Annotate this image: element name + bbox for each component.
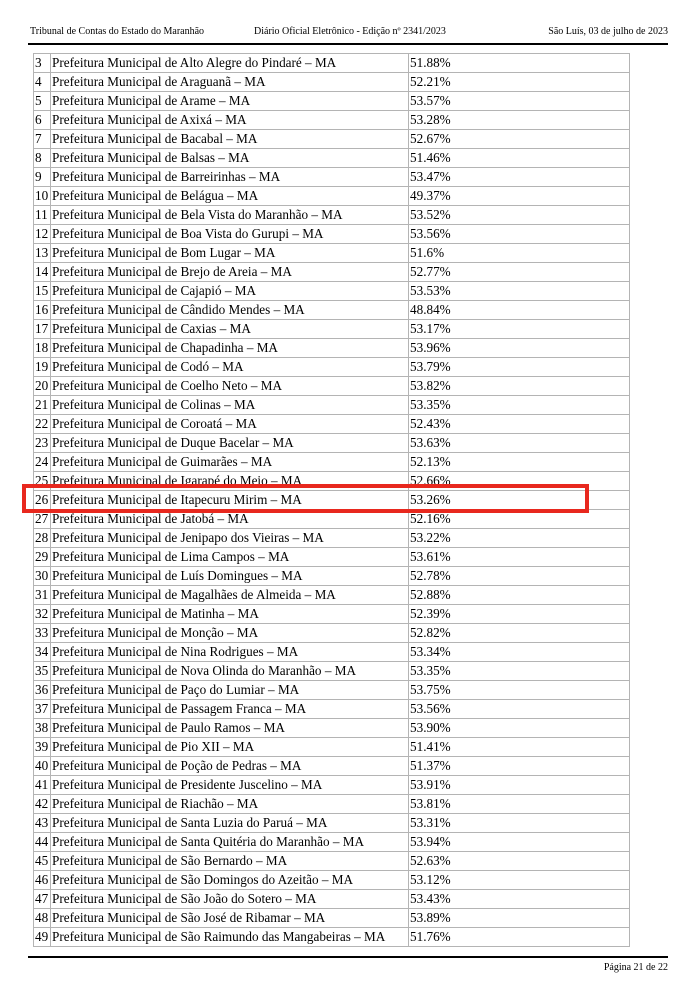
- row-percentage: 53.82%: [409, 377, 630, 396]
- table-row: [34, 377, 630, 396]
- row-municipality: Prefeitura Municipal de Arame – MA: [51, 92, 409, 111]
- row-percentage: 53.35%: [409, 662, 630, 681]
- row-municipality: Prefeitura Municipal de Paço do Lumiar – MA: [51, 681, 409, 700]
- row-percentage: 53.94%: [409, 833, 630, 852]
- header-institution: Tribunal de Contas do Estado do Maranhão: [30, 26, 205, 37]
- row-percentage: 52.13%: [409, 453, 630, 472]
- row-municipality: Prefeitura Municipal de Axixá – MA: [51, 111, 409, 130]
- table-row: [34, 396, 630, 415]
- row-municipality: Prefeitura Municipal de Boa Vista do Gurupi – MA: [51, 225, 409, 244]
- row-number: 4: [34, 73, 51, 92]
- footer-divider: [28, 956, 668, 958]
- row-percentage: 53.56%: [409, 225, 630, 244]
- table-row: [34, 871, 630, 890]
- table-row: [34, 320, 630, 339]
- row-municipality: Prefeitura Municipal de Monção – MA: [51, 624, 409, 643]
- row-percentage: 53.75%: [409, 681, 630, 700]
- row-percentage: 53.79%: [409, 358, 630, 377]
- page-header: [30, 26, 668, 42]
- table-row: [34, 168, 630, 187]
- table-row: [34, 548, 630, 567]
- row-municipality: Prefeitura Municipal de Bela Vista do Maranhão – MA: [51, 206, 409, 225]
- row-percentage: 52.63%: [409, 852, 630, 871]
- row-municipality: Prefeitura Municipal de Araguanã – MA: [51, 73, 409, 92]
- table-row: [34, 263, 630, 282]
- row-percentage: 52.78%: [409, 567, 630, 586]
- table-row: [34, 453, 630, 472]
- row-municipality: Prefeitura Municipal de Chapadinha – MA: [51, 339, 409, 358]
- row-number: 14: [34, 263, 51, 282]
- table-row: [34, 681, 630, 700]
- row-number: 44: [34, 833, 51, 852]
- row-percentage: 53.61%: [409, 548, 630, 567]
- row-municipality: Prefeitura Municipal de Colinas – MA: [51, 396, 409, 415]
- row-percentage: 53.12%: [409, 871, 630, 890]
- row-percentage: 51.76%: [409, 928, 630, 947]
- row-percentage: 53.91%: [409, 776, 630, 795]
- row-number: 23: [34, 434, 51, 453]
- table-row: [34, 700, 630, 719]
- row-municipality: Prefeitura Municipal de Lima Campos – MA: [51, 548, 409, 567]
- row-municipality: Prefeitura Municipal de Magalhães de Almeida – MA: [51, 586, 409, 605]
- row-percentage: 53.53%: [409, 282, 630, 301]
- row-municipality: Prefeitura Municipal de Luís Domingues – MA: [51, 567, 409, 586]
- row-number: 30: [34, 567, 51, 586]
- row-municipality: Prefeitura Municipal de São João do Sotero – MA: [51, 890, 409, 909]
- row-number: 33: [34, 624, 51, 643]
- row-number: 10: [34, 187, 51, 206]
- row-percentage: 51.37%: [409, 757, 630, 776]
- row-percentage: 52.82%: [409, 624, 630, 643]
- page-number: Página 21 de 22: [603, 962, 668, 973]
- row-number: 41: [34, 776, 51, 795]
- row-number: 20: [34, 377, 51, 396]
- row-number: 5: [34, 92, 51, 111]
- table-row: [34, 358, 630, 377]
- row-number: 48: [34, 909, 51, 928]
- table-row: [34, 890, 630, 909]
- row-municipality: Prefeitura Municipal de Coelho Neto – MA: [51, 377, 409, 396]
- row-percentage: 53.47%: [409, 168, 630, 187]
- row-number: 31: [34, 586, 51, 605]
- row-number: 49: [34, 928, 51, 947]
- row-percentage: 48.84%: [409, 301, 630, 320]
- row-municipality: Prefeitura Municipal de Presidente Juscelino – MA: [51, 776, 409, 795]
- table-row: [34, 73, 630, 92]
- row-percentage: 53.63%: [409, 434, 630, 453]
- table-row: [34, 643, 630, 662]
- row-percentage: 53.96%: [409, 339, 630, 358]
- row-percentage: 53.89%: [409, 909, 630, 928]
- table-row: [34, 814, 630, 833]
- table-row: [34, 92, 630, 111]
- row-number: 17: [34, 320, 51, 339]
- row-municipality: Prefeitura Municipal de Cândido Mendes – MA: [51, 301, 409, 320]
- row-number: 29: [34, 548, 51, 567]
- row-municipality: Prefeitura Municipal de São José de Ribamar – MA: [51, 909, 409, 928]
- table-row: [34, 301, 630, 320]
- header-date: São Luís, 03 de julho de 2023: [548, 26, 668, 37]
- row-municipality: Prefeitura Municipal de Brejo de Areia – MA: [51, 263, 409, 282]
- row-number: 22: [34, 415, 51, 434]
- row-number: 35: [34, 662, 51, 681]
- row-percentage: 53.43%: [409, 890, 630, 909]
- row-number: 8: [34, 149, 51, 168]
- row-municipality: Prefeitura Municipal de Alto Alegre do Pindaré – MA: [51, 54, 409, 73]
- row-municipality: Prefeitura Municipal de Guimarães – MA: [51, 453, 409, 472]
- row-municipality: Prefeitura Municipal de Poção de Pedras – MA: [51, 757, 409, 776]
- row-number: 36: [34, 681, 51, 700]
- row-municipality: Prefeitura Municipal de Santa Luzia do Paruá – MA: [51, 814, 409, 833]
- row-number: 39: [34, 738, 51, 757]
- row-municipality: Prefeitura Municipal de Jenipapo dos Vieiras – MA: [51, 529, 409, 548]
- row-percentage: 49.37%: [409, 187, 630, 206]
- row-percentage: 53.57%: [409, 92, 630, 111]
- row-number: 12: [34, 225, 51, 244]
- row-municipality: Prefeitura Municipal de Codó – MA: [51, 358, 409, 377]
- row-municipality: Prefeitura Municipal de Barreirinhas – MA: [51, 168, 409, 187]
- row-number: 7: [34, 130, 51, 149]
- row-municipality: Prefeitura Municipal de Cajapió – MA: [51, 282, 409, 301]
- row-percentage: 53.22%: [409, 529, 630, 548]
- row-percentage: 53.31%: [409, 814, 630, 833]
- row-number: 13: [34, 244, 51, 263]
- row-number: 25: [34, 472, 51, 491]
- table-row: [34, 852, 630, 871]
- table-row: [34, 757, 630, 776]
- row-number: 18: [34, 339, 51, 358]
- row-municipality: Prefeitura Municipal de Passagem Franca – MA: [51, 700, 409, 719]
- row-percentage: 52.16%: [409, 510, 630, 529]
- table-row: [34, 624, 630, 643]
- row-municipality: Prefeitura Municipal de São Domingos do Azeitão – MA: [51, 871, 409, 890]
- row-percentage: 53.90%: [409, 719, 630, 738]
- row-percentage: 51.41%: [409, 738, 630, 757]
- row-percentage: 52.39%: [409, 605, 630, 624]
- header-edition: Diário Oficial Eletrônico - Edição nº 2341/2023: [254, 26, 446, 37]
- table-row: [34, 130, 630, 149]
- table-row: [34, 225, 630, 244]
- row-number: 38: [34, 719, 51, 738]
- row-number: 11: [34, 206, 51, 225]
- row-percentage: 53.34%: [409, 643, 630, 662]
- table-row: [34, 111, 630, 130]
- row-number: 37: [34, 700, 51, 719]
- row-municipality: Prefeitura Municipal de Duque Bacelar – MA: [51, 434, 409, 453]
- row-number: 9: [34, 168, 51, 187]
- row-percentage: 52.21%: [409, 73, 630, 92]
- row-municipality: Prefeitura Municipal de Coroatá – MA: [51, 415, 409, 434]
- row-percentage: 53.52%: [409, 206, 630, 225]
- row-municipality: Prefeitura Municipal de São Bernardo – MA: [51, 852, 409, 871]
- row-number: 47: [34, 890, 51, 909]
- row-municipality: Prefeitura Municipal de Belágua – MA: [51, 187, 409, 206]
- row-percentage: 52.77%: [409, 263, 630, 282]
- row-number: 27: [34, 510, 51, 529]
- row-municipality: Prefeitura Municipal de Riachão – MA: [51, 795, 409, 814]
- table-row: [34, 833, 630, 852]
- table-row: [34, 719, 630, 738]
- row-municipality: Prefeitura Municipal de Paulo Ramos – MA: [51, 719, 409, 738]
- row-number: 32: [34, 605, 51, 624]
- row-percentage: 52.88%: [409, 586, 630, 605]
- table-row: [34, 795, 630, 814]
- row-percentage: 53.81%: [409, 795, 630, 814]
- row-municipality: Prefeitura Municipal de Nina Rodrigues – MA: [51, 643, 409, 662]
- row-number: 6: [34, 111, 51, 130]
- header-divider: [28, 43, 668, 45]
- row-number: 24: [34, 453, 51, 472]
- table-row: [34, 529, 630, 548]
- row-number: 16: [34, 301, 51, 320]
- row-municipality: Prefeitura Municipal de Balsas – MA: [51, 149, 409, 168]
- row-number: 45: [34, 852, 51, 871]
- table-row: [34, 567, 630, 586]
- table-row: [34, 586, 630, 605]
- row-percentage: 53.26%: [409, 491, 630, 510]
- table-row: [34, 605, 630, 624]
- table-row: [34, 244, 630, 263]
- row-number: 43: [34, 814, 51, 833]
- row-percentage: 52.43%: [409, 415, 630, 434]
- row-number: 3: [34, 54, 51, 73]
- row-number: 34: [34, 643, 51, 662]
- row-percentage: 53.28%: [409, 111, 630, 130]
- row-percentage: 52.67%: [409, 130, 630, 149]
- row-municipality: Prefeitura Municipal de Bacabal – MA: [51, 130, 409, 149]
- row-percentage: 51.46%: [409, 149, 630, 168]
- row-percentage: 53.17%: [409, 320, 630, 339]
- table-row: [34, 149, 630, 168]
- row-municipality: Prefeitura Municipal de Pio XII – MA: [51, 738, 409, 757]
- row-number: 28: [34, 529, 51, 548]
- row-municipality: Prefeitura Municipal de Matinha – MA: [51, 605, 409, 624]
- row-percentage: 52.66%: [409, 472, 630, 491]
- row-municipality: Prefeitura Municipal de Bom Lugar – MA: [51, 244, 409, 263]
- row-percentage: 53.56%: [409, 700, 630, 719]
- row-municipality: Prefeitura Municipal de Caxias – MA: [51, 320, 409, 339]
- row-municipality: Prefeitura Municipal de Nova Olinda do Maranhão – MA: [51, 662, 409, 681]
- table-row: [34, 206, 630, 225]
- table-row: [34, 282, 630, 301]
- row-number: 15: [34, 282, 51, 301]
- table-row: [34, 776, 630, 795]
- row-municipality: Prefeitura Municipal de Jatobá – MA: [51, 510, 409, 529]
- table-row: [34, 662, 630, 681]
- row-percentage: 51.6%: [409, 244, 630, 263]
- row-percentage: 51.88%: [409, 54, 630, 73]
- table-row: [34, 187, 630, 206]
- row-municipality: Prefeitura Municipal de Itapecuru Mirim – MA: [51, 491, 409, 510]
- table-row: [34, 738, 630, 757]
- row-number: 19: [34, 358, 51, 377]
- row-municipality: Prefeitura Municipal de Santa Quitéria do Maranhão – MA: [51, 833, 409, 852]
- row-municipality: Prefeitura Municipal de Igarapé do Meio – MA: [51, 472, 409, 491]
- table-row: [34, 415, 630, 434]
- row-number: 40: [34, 757, 51, 776]
- table-row: [34, 909, 630, 928]
- table-row: [34, 339, 630, 358]
- row-highlight-box: [22, 484, 589, 513]
- row-number: 26: [34, 491, 51, 510]
- table-row: [34, 928, 630, 947]
- row-percentage: 53.35%: [409, 396, 630, 415]
- row-municipality: Prefeitura Municipal de São Raimundo das Mangabeiras – MA: [51, 928, 409, 947]
- row-number: 42: [34, 795, 51, 814]
- row-number: 46: [34, 871, 51, 890]
- table-row: [34, 434, 630, 453]
- table-row: [34, 54, 630, 73]
- row-number: 21: [34, 396, 51, 415]
